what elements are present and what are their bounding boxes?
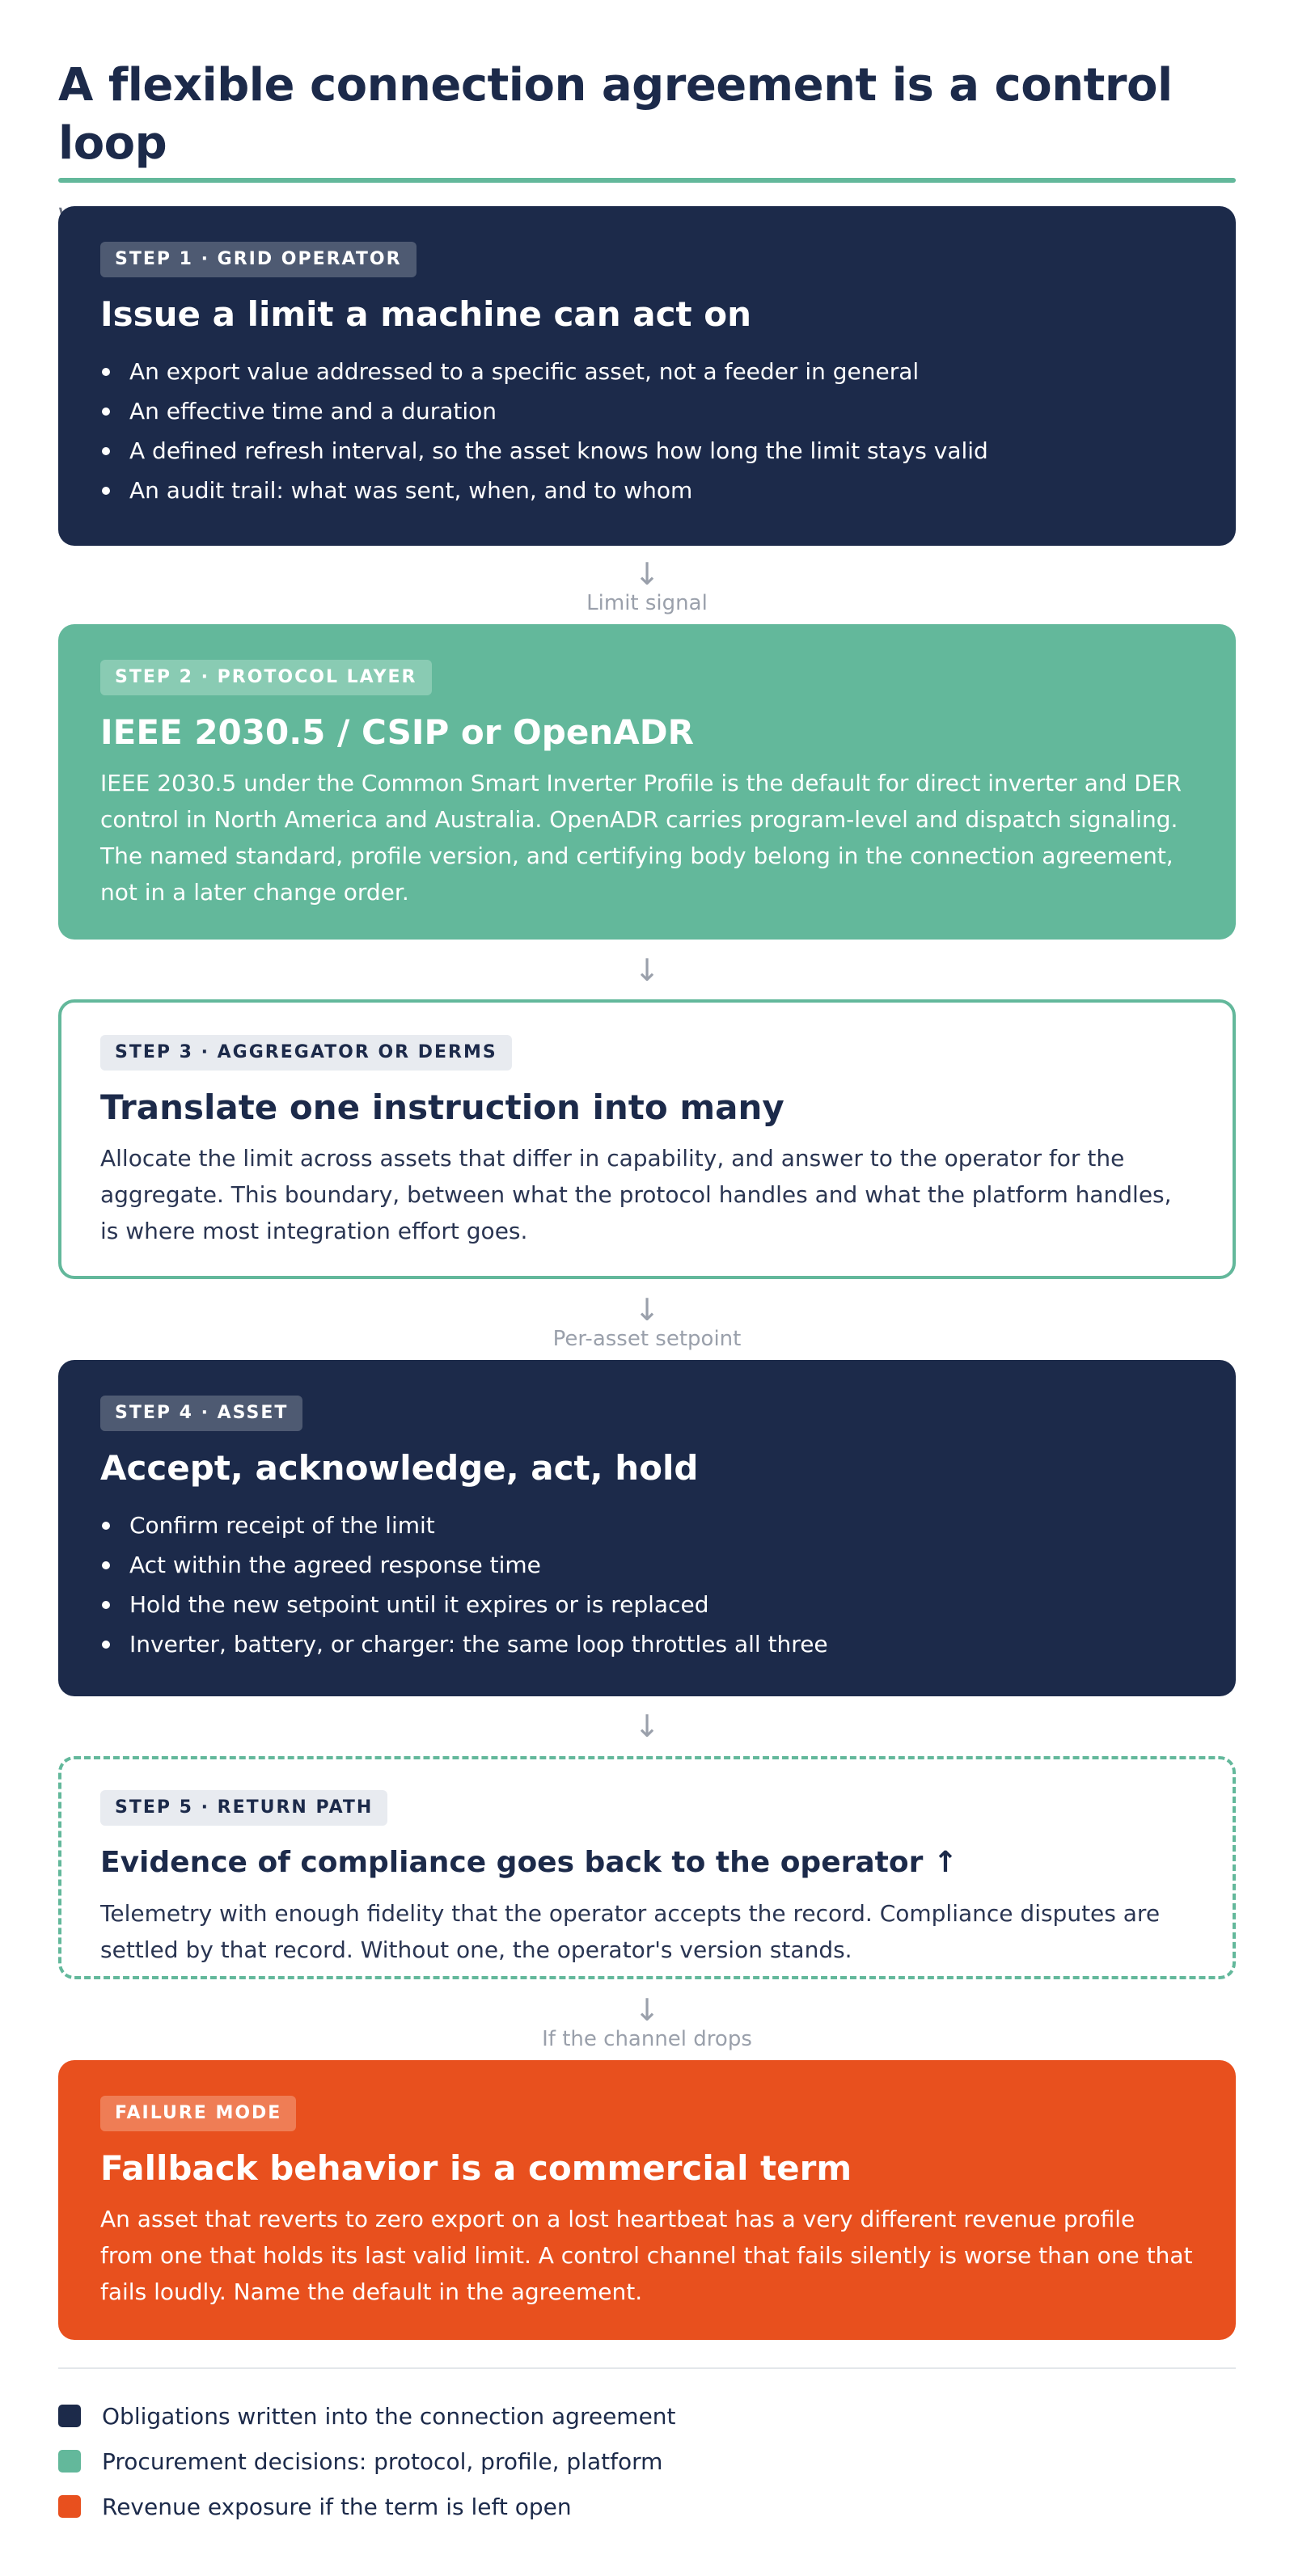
step-3-title: Translate one instruction into many — [100, 1087, 784, 1127]
bullet-item: An export value addressed to a specific asset, not a feeder in general — [100, 352, 1194, 391]
legend-label: Revenue exposure if the term is left open — [102, 2493, 572, 2520]
step-1-title: Issue a limit a machine can act on — [100, 294, 751, 334]
step-4-bullets — [100, 1505, 1194, 1664]
bullet-item: A defined refresh interval, so the asset knows how long the limit stays valid — [100, 431, 1194, 471]
page-title: A flexible connection agreement is a control loop — [58, 59, 1173, 170]
bullet-item: Inverter, battery, or charger: the same loop throttles all three — [100, 1624, 1194, 1664]
step-1-bullets — [100, 352, 1194, 510]
connector-label: Limit signal — [586, 591, 708, 615]
down-arrow-icon: ↓ — [634, 952, 660, 988]
failure-mode-body: An asset that reverts to zero export on a lost heartbeat has a very different revenue profile from one that holds its last valid limit. A control channel that fails silently is worse than one that fails loudly. Name the default in the agreement. — [100, 2206, 1193, 2305]
title-underline — [58, 178, 1236, 183]
legend — [58, 2393, 676, 2529]
down-arrow-icon: ↓ — [634, 1292, 660, 1328]
step-5-body: Telemetry with enough fidelity that the operator accepts the record. Compliance disputes are settled by that record. Without one, the operator's version stands. — [100, 1900, 1161, 1963]
step-4-title: Accept, acknowledge, act, hold — [100, 1448, 699, 1488]
legend-item — [58, 2439, 676, 2484]
step-2-title: IEEE 2030.5 / CSIP or OpenADR — [100, 712, 694, 752]
down-arrow-icon: ↓ — [634, 1992, 660, 2028]
legend-swatch — [58, 2450, 81, 2473]
down-arrow-icon: ↓ — [634, 1708, 660, 1744]
connector-4 — [58, 1710, 1236, 1742]
step-4-badge: STEP 4 · ASSET — [100, 1396, 302, 1431]
down-arrow-icon: ↓ — [634, 556, 660, 592]
legend-swatch — [58, 2405, 81, 2427]
connector-5 — [58, 1994, 1236, 2052]
legend-label: Procurement decisions: protocol, profile, platform — [102, 2447, 663, 2475]
bullet-item: Confirm receipt of the limit — [100, 1505, 1194, 1545]
step-3-card — [58, 999, 1236, 1279]
step-1-badge: STEP 1 · GRID OPERATOR — [100, 242, 417, 277]
step-4-card — [58, 1360, 1236, 1696]
bullet-item: Hold the new setpoint until it expires or is replaced — [100, 1585, 1194, 1624]
connector-3 — [58, 1294, 1236, 1352]
step-2-body: IEEE 2030.5 under the Common Smart Inverter Profile is the default for direct inverter and DER control in North America and Australia. OpenADR carries program-level and dispatch signaling. The named standard, profile version, and certifying body belong in the connection agreement, not in a later change order. — [100, 770, 1182, 906]
legend-item — [58, 2393, 676, 2439]
connector-label: If the channel drops — [542, 2027, 752, 2051]
step-1-card — [58, 206, 1236, 546]
legend-item — [58, 2484, 676, 2529]
step-5-badge: STEP 5 · RETURN PATH — [100, 1790, 387, 1826]
step-3-body: Allocate the limit across assets that differ in capability, and answer to the operator for the aggregate. This boundary, between what the protocol handles and what the platform handles, is where most integration effort goes. — [100, 1145, 1172, 1244]
step-3-badge: STEP 3 · AGGREGATOR OR DERMS — [100, 1035, 512, 1071]
step-5-title: Evidence of compliance goes back to the operator ↑ — [100, 1846, 958, 1879]
step-2-badge: STEP 2 · PROTOCOL LAYER — [100, 660, 432, 695]
step-2-card — [58, 624, 1236, 940]
legend-label: Obligations written into the connection agreement — [102, 2402, 676, 2430]
connector-label: Per-asset setpoint — [552, 1327, 742, 1351]
failure-mode-badge: FAILURE MODE — [100, 2096, 296, 2131]
bullet-item: An audit trail: what was sent, when, and to whom — [100, 471, 1194, 510]
bullet-item: An effective time and a duration — [100, 391, 1194, 431]
connector-1 — [58, 558, 1236, 616]
legend-divider — [58, 2367, 1236, 2369]
step-5-card — [58, 1756, 1236, 1979]
failure-mode-card — [58, 2060, 1236, 2340]
connector-2 — [58, 954, 1236, 986]
bullet-item: Act within the agreed response time — [100, 1545, 1194, 1585]
legend-swatch — [58, 2495, 81, 2518]
failure-mode-title: Fallback behavior is a commercial term — [100, 2148, 852, 2188]
